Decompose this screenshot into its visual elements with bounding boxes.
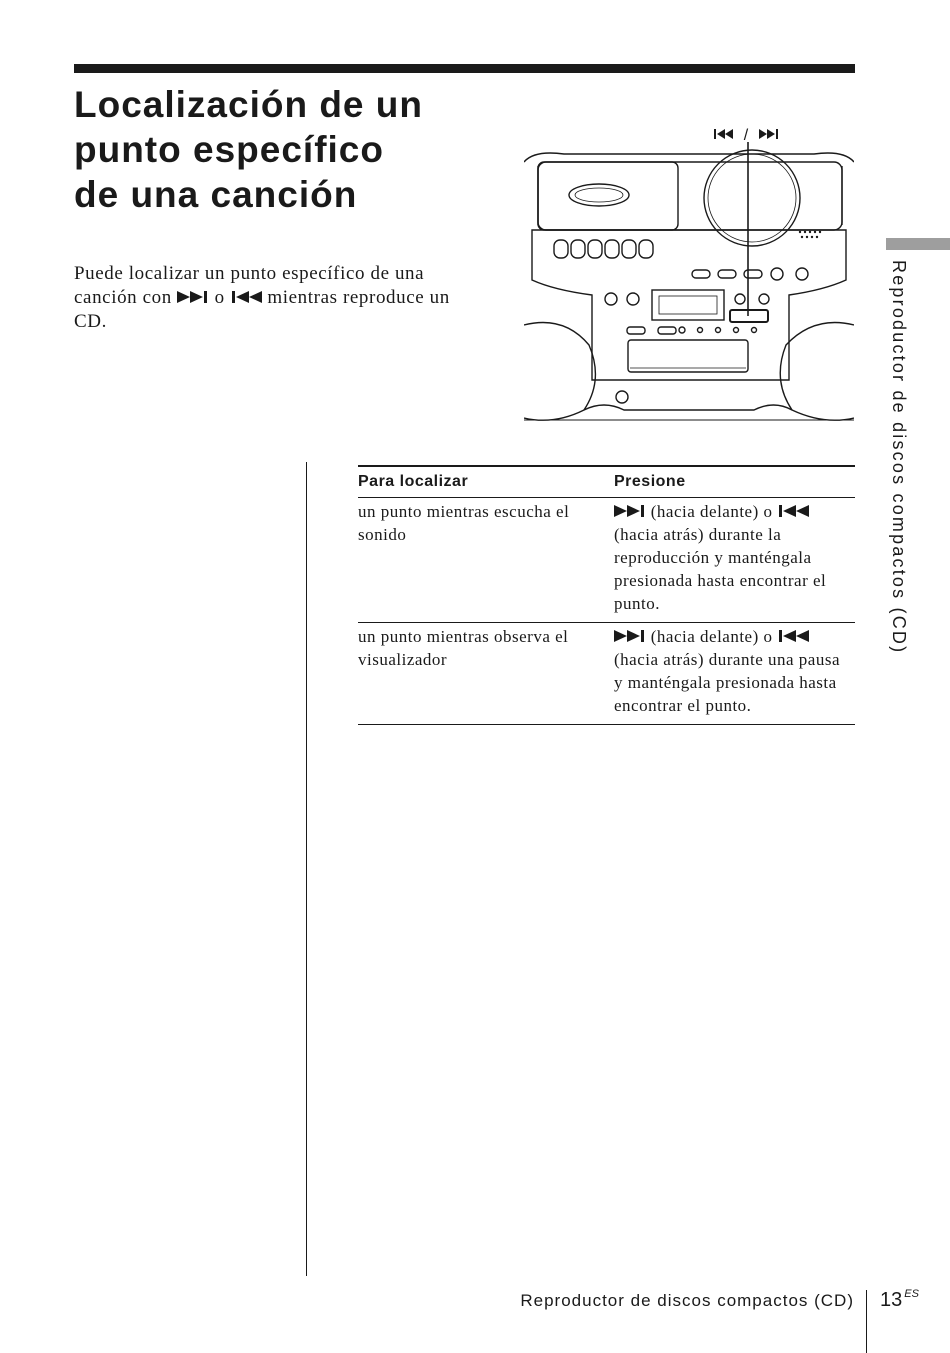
title-line-2: punto específico	[74, 129, 384, 170]
top-rule	[74, 64, 855, 73]
locate-table	[358, 465, 855, 725]
page-title	[74, 82, 494, 217]
illustration-label: /	[743, 127, 749, 144]
page-number-value: 13	[880, 1289, 903, 1311]
table-cell-action	[614, 623, 855, 725]
table-row	[358, 623, 855, 725]
table-row	[358, 498, 855, 623]
action-text-back: (hacia atrás) durante una pausa y manténgala presionada hasta encontrar el punto.	[614, 650, 840, 715]
table-cell-target: un punto mientras escucha el sonido	[358, 498, 614, 623]
next-track-icon	[614, 504, 646, 518]
title-line-1: Localización de un	[74, 84, 423, 125]
table-cell-target: un punto mientras observa el visualizador	[358, 623, 614, 725]
intro-paragraph	[74, 262, 454, 334]
table-header-action: Presione	[614, 466, 855, 498]
footer-section-title: Reproductor de discos compactos (CD)	[520, 1291, 854, 1310]
next-track-icon	[177, 290, 209, 304]
cd-boombox-illustration	[524, 120, 854, 430]
previous-track-icon	[777, 504, 809, 518]
intro-text-3: mientras reproduce un CD.	[74, 287, 450, 332]
page-number	[880, 1288, 919, 1312]
table-cell-action	[614, 498, 855, 623]
previous-track-icon	[714, 129, 733, 139]
section-tab-marker	[886, 238, 950, 250]
page-language-suffix: ES	[904, 1288, 919, 1300]
previous-track-icon	[777, 629, 809, 643]
action-text-back: (hacia atrás) durante la reproducción y manténgala presionada hasta encontrar el punto.	[614, 525, 827, 613]
title-line-3: de una canción	[74, 174, 358, 215]
footer-divider	[866, 1290, 867, 1353]
next-track-icon	[759, 129, 778, 139]
next-track-icon	[614, 629, 646, 643]
table-header-target: Para localizar	[358, 466, 614, 498]
action-text-forward: (hacia delante) o	[646, 627, 778, 646]
cd-boombox-icon	[524, 120, 854, 430]
intro-text-1: Puede localizar un punto específico de una canción con	[74, 263, 425, 308]
section-side-label: Reproductor de discos compactos (CD)	[889, 260, 909, 655]
intro-text-2: o	[209, 287, 231, 308]
table-header-row	[358, 466, 855, 498]
action-text-forward: (hacia delante) o	[646, 502, 778, 521]
column-divider	[306, 462, 307, 1276]
previous-track-icon	[230, 290, 262, 304]
